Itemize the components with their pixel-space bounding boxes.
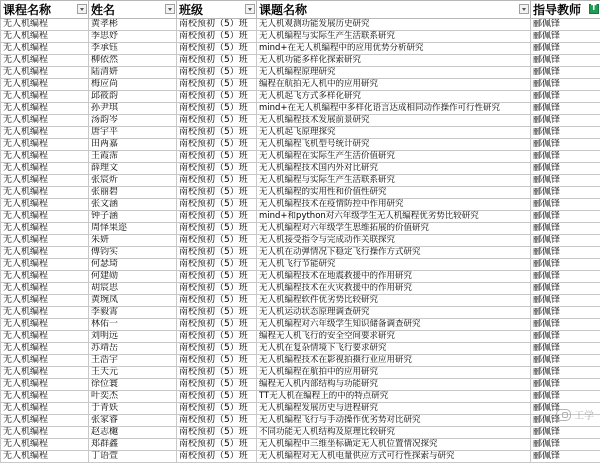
cell-topic[interactable]: 无人机编程对无人机电量供应方式可行性探索与研究 xyxy=(257,451,531,463)
cell-name[interactable]: 朱妍 xyxy=(89,235,177,247)
header-row xyxy=(1,1,600,19)
header-name-label: 姓名 xyxy=(91,3,115,17)
cell-name[interactable]: 张丽碧 xyxy=(89,187,177,199)
table-row xyxy=(1,139,600,151)
table-row xyxy=(1,367,600,379)
cell-teacher[interactable]: 郦佩锋 xyxy=(531,367,600,379)
cell-course[interactable]: 无人机编程 xyxy=(1,151,89,163)
cell-teacher[interactable]: 郦佩锋 xyxy=(531,127,600,139)
table-row xyxy=(1,451,600,463)
cell-class[interactable]: 南校预初（5）班 xyxy=(177,439,257,451)
cell-topic[interactable]: 无人机编程在实际生产生活价值研究 xyxy=(257,151,531,163)
cell-teacher[interactable]: 郦佩锋 xyxy=(531,175,600,187)
cell-topic[interactable]: 编程无人机飞行的安全空间要求研究 xyxy=(257,331,531,343)
table-row xyxy=(1,151,600,163)
cell-class[interactable]: 南校预初（5）班 xyxy=(177,343,257,355)
cell-class[interactable]: 南校预初（5）班 xyxy=(177,235,257,247)
header-class[interactable] xyxy=(177,1,257,19)
cell-name[interactable]: 黄琬凤 xyxy=(89,295,177,307)
table-row xyxy=(1,319,600,331)
cell-course[interactable]: 无人机编程 xyxy=(1,235,89,247)
cell-topic[interactable]: 无人机编程对六年级学生思维拓展的价值研究 xyxy=(257,223,531,235)
table-row xyxy=(1,91,600,103)
cell-course[interactable]: 无人机编程 xyxy=(1,439,89,451)
cell-topic[interactable]: 编程无人机内部结构与功能研究 xyxy=(257,379,531,391)
cell-name[interactable]: 丁语萱 xyxy=(89,451,177,463)
cell-topic[interactable]: 无人机飞行节能研究 xyxy=(257,259,531,271)
header-teacher-label: 指导教师 xyxy=(533,3,581,17)
table-row xyxy=(1,259,600,271)
cell-teacher[interactable]: 郦佩锋 xyxy=(531,187,600,199)
cell-topic[interactable]: 无人机编程技术发展前景研究 xyxy=(257,115,531,127)
cell-class[interactable]: 南校预初（5）班 xyxy=(177,175,257,187)
cell-course[interactable]: 无人机编程 xyxy=(1,343,89,355)
header-teacher[interactable] xyxy=(531,1,600,19)
cell-name[interactable]: 郑群鑫 xyxy=(89,439,177,451)
cell-course[interactable]: 无人机编程 xyxy=(1,127,89,139)
table-row xyxy=(1,19,600,31)
cell-course[interactable]: 无人机编程 xyxy=(1,31,89,43)
cell-name[interactable]: 田两嘉 xyxy=(89,139,177,151)
cell-topic[interactable]: 无人机编程飞机型号统计研究 xyxy=(257,139,531,151)
cell-teacher[interactable]: 郦佩锋 xyxy=(531,319,600,331)
cell-teacher[interactable]: 郦佩锋 xyxy=(531,31,600,43)
header-course[interactable] xyxy=(1,1,89,19)
cell-course[interactable]: 无人机编程 xyxy=(1,163,89,175)
cell-name[interactable]: 唐宇平 xyxy=(89,127,177,139)
cell-topic[interactable]: 无人机编程与实际生产生活联系研究 xyxy=(257,31,531,43)
cell-course[interactable]: 无人机编程 xyxy=(1,367,89,379)
cell-teacher[interactable]: 郦佩锋 xyxy=(531,139,600,151)
cell-teacher[interactable]: 郦佩锋 xyxy=(531,391,600,403)
filter-dropdown-icon[interactable] xyxy=(165,4,175,14)
cell-teacher[interactable]: 郦佩锋 xyxy=(531,355,600,367)
cell-name[interactable]: 于青妖 xyxy=(89,403,177,415)
cell-course[interactable]: 无人机编程 xyxy=(1,187,89,199)
cell-teacher[interactable]: 郦佩锋 xyxy=(531,439,600,451)
cell-class[interactable]: 南校预初（5）班 xyxy=(177,55,257,67)
cell-topic[interactable]: 无人机起飞原理探究 xyxy=(257,127,531,139)
filter-dropdown-icon[interactable] xyxy=(245,4,255,14)
cell-course[interactable]: 无人机编程 xyxy=(1,247,89,259)
cell-class[interactable]: 南校预初（5）班 xyxy=(177,67,257,79)
table-row xyxy=(1,211,600,223)
cell-topic[interactable]: 无人机编程原理研究 xyxy=(257,67,531,79)
table-row xyxy=(1,31,600,43)
cell-name[interactable]: 王天元 xyxy=(89,367,177,379)
table-row xyxy=(1,391,600,403)
table-row xyxy=(1,67,600,79)
table-body xyxy=(1,19,600,463)
cell-name[interactable]: 赵志樾 xyxy=(89,427,177,439)
cell-topic[interactable]: 无人机编程发展历史与进程研究 xyxy=(257,403,531,415)
cell-teacher[interactable]: 郦佩锋 xyxy=(531,247,600,259)
cell-class[interactable]: 南校预初（5）班 xyxy=(177,355,257,367)
cell-class[interactable]: 南校预初（5）班 xyxy=(177,223,257,235)
cell-class[interactable]: 南校预初（5）班 xyxy=(177,247,257,259)
cell-teacher[interactable]: 郦佩锋 xyxy=(531,43,600,55)
cell-course[interactable]: 无人机编程 xyxy=(1,391,89,403)
table-row xyxy=(1,355,600,367)
table-row xyxy=(1,415,600,427)
header-topic-label: 课题名称 xyxy=(259,3,307,17)
cell-course[interactable]: 无人机编程 xyxy=(1,319,89,331)
cell-course[interactable]: 无人机编程 xyxy=(1,175,89,187)
table-row xyxy=(1,187,600,199)
cell-name[interactable]: 黄孝彬 xyxy=(89,19,177,31)
cell-course[interactable]: 无人机编程 xyxy=(1,331,89,343)
cell-teacher[interactable]: 郦佩锋 xyxy=(531,91,600,103)
filter-dropdown-icon[interactable] xyxy=(77,4,87,14)
table-row xyxy=(1,199,600,211)
cell-teacher[interactable]: 郦佩锋 xyxy=(531,115,600,127)
watermark-text: 工学 xyxy=(574,407,594,422)
cell-name[interactable]: 何建勋 xyxy=(89,271,177,283)
cell-course[interactable]: 无人机编程 xyxy=(1,415,89,427)
table-row xyxy=(1,175,600,187)
cell-class[interactable]: 南校预初（5）班 xyxy=(177,31,257,43)
cell-teacher[interactable]: 郦佩锋 xyxy=(531,427,600,439)
cell-name[interactable]: 汤韵岑 xyxy=(89,115,177,127)
cell-course[interactable]: 无人机编程 xyxy=(1,295,89,307)
cell-topic[interactable]: mind+在无人机编程中多样化语言达成相同动作操作可行性研究 xyxy=(257,103,531,115)
cell-name[interactable]: 梅应尚 xyxy=(89,79,177,91)
cell-topic[interactable]: 无人机编程在航拍中的应用研究 xyxy=(257,367,531,379)
cell-topic[interactable]: 无人机功能多样化探索研究 xyxy=(257,55,531,67)
cell-class[interactable]: 南校预初（5）班 xyxy=(177,199,257,211)
table-row xyxy=(1,271,600,283)
cell-name[interactable]: 王浩宇 xyxy=(89,355,177,367)
cell-topic[interactable]: 编程在航拍无人机中的应用研究 xyxy=(257,79,531,91)
cell-class[interactable]: 南校预初（5）班 xyxy=(177,307,257,319)
cell-class[interactable]: 南校预初（5）班 xyxy=(177,367,257,379)
cell-teacher[interactable]: 郦佩锋 xyxy=(531,151,600,163)
table-row xyxy=(1,247,600,259)
cell-course[interactable]: 无人机编程 xyxy=(1,403,89,415)
cell-teacher[interactable]: 郦佩锋 xyxy=(531,103,600,115)
cell-topic[interactable]: 无人机编程中三维坐标确定无人机位置情况探究 xyxy=(257,439,531,451)
cell-course[interactable]: 无人机编程 xyxy=(1,43,89,55)
cell-class[interactable]: 南校预初（5）班 xyxy=(177,187,257,199)
cell-course[interactable]: 无人机编程 xyxy=(1,103,89,115)
cell-name[interactable]: 傅钧实 xyxy=(89,247,177,259)
cell-teacher[interactable]: 郦佩锋 xyxy=(531,379,600,391)
cell-name[interactable]: 张家睿 xyxy=(89,415,177,427)
cell-topic[interactable]: 无人机编程技术在影视拍摄行业应用研究 xyxy=(257,355,531,367)
filter-dropdown-icon[interactable] xyxy=(519,4,529,14)
table-row xyxy=(1,79,600,91)
filter-active-icon[interactable] xyxy=(589,4,599,14)
table-row xyxy=(1,295,600,307)
cell-name[interactable]: 张宸炘 xyxy=(89,175,177,187)
cell-name[interactable]: 李承钰 xyxy=(89,43,177,55)
cell-teacher[interactable]: 郦佩锋 xyxy=(531,307,600,319)
cell-course[interactable]: 无人机编程 xyxy=(1,55,89,67)
table-row xyxy=(1,223,600,235)
cell-class[interactable]: 南校预初（5）班 xyxy=(177,79,257,91)
cell-course[interactable]: 无人机编程 xyxy=(1,19,89,31)
cell-class[interactable]: 南校预初（5）班 xyxy=(177,403,257,415)
cell-name[interactable]: 王霞霈 xyxy=(89,151,177,163)
table-row xyxy=(1,403,600,415)
cell-teacher[interactable]: 郦佩锋 xyxy=(531,451,600,463)
cell-class[interactable]: 南校预初（5）班 xyxy=(177,163,257,175)
header-topic[interactable] xyxy=(257,1,531,19)
cell-class[interactable]: 南校预初（5）班 xyxy=(177,415,257,427)
cell-teacher[interactable]: 郦佩锋 xyxy=(531,235,600,247)
cell-course[interactable]: 无人机编程 xyxy=(1,115,89,127)
cell-teacher[interactable]: 郦佩锋 xyxy=(531,223,600,235)
cell-course[interactable]: 无人机编程 xyxy=(1,451,89,463)
table-row xyxy=(1,331,600,343)
cell-name[interactable]: 林佑一 xyxy=(89,319,177,331)
cell-course[interactable]: 无人机编程 xyxy=(1,199,89,211)
cell-course[interactable]: 无人机编程 xyxy=(1,379,89,391)
cell-teacher[interactable]: 郦佩锋 xyxy=(531,415,600,427)
cell-topic[interactable]: 无人机编程技术在疫情防控中作用研究 xyxy=(257,199,531,211)
cell-topic[interactable]: 无人机接受指令与完成动作关联探究 xyxy=(257,235,531,247)
cell-topic[interactable]: mind+和python对六年级学生无人机编程优劣势比较研究 xyxy=(257,211,531,223)
cell-class[interactable]: 南校预初（5）班 xyxy=(177,103,257,115)
table-row xyxy=(1,379,600,391)
cell-course[interactable]: 无人机编程 xyxy=(1,427,89,439)
cell-name[interactable]: 柳依然 xyxy=(89,55,177,67)
table-row xyxy=(1,235,600,247)
cell-class[interactable]: 南校预初（5）班 xyxy=(177,295,257,307)
cell-name[interactable]: 钟子涵 xyxy=(89,211,177,223)
cell-name[interactable]: 何瑟琦 xyxy=(89,259,177,271)
cell-class[interactable]: 南校预初（5）班 xyxy=(177,319,257,331)
cell-class[interactable]: 南校预初（5）班 xyxy=(177,259,257,271)
cell-teacher[interactable]: 郦佩锋 xyxy=(531,79,600,91)
cell-teacher[interactable]: 郦佩锋 xyxy=(531,331,600,343)
table-row xyxy=(1,55,600,67)
cell-course[interactable]: 无人机编程 xyxy=(1,211,89,223)
cell-name[interactable]: 孙尹琪 xyxy=(89,103,177,115)
header-class-label: 班级 xyxy=(179,3,203,17)
cell-course[interactable]: 无人机编程 xyxy=(1,259,89,271)
cell-name[interactable]: 刘明远 xyxy=(89,331,177,343)
header-name[interactable] xyxy=(89,1,177,19)
cell-name[interactable]: 李毅霄 xyxy=(89,307,177,319)
table-row xyxy=(1,343,600,355)
cell-topic[interactable]: 无人机编程与实际生产生活联系研究 xyxy=(257,175,531,187)
table-row xyxy=(1,439,600,451)
cell-class[interactable]: 南校预初（5）班 xyxy=(177,127,257,139)
cell-topic[interactable]: 无人机编程软件优劣势比较研究 xyxy=(257,295,531,307)
cell-class[interactable]: 南校预初（5）班 xyxy=(177,271,257,283)
cell-course[interactable]: 无人机编程 xyxy=(1,223,89,235)
cell-topic[interactable]: 无人机编程技术国内外对比研究 xyxy=(257,163,531,175)
cell-topic[interactable]: 不同功能无人机结构及原理比较研究 xyxy=(257,427,531,439)
cell-topic[interactable]: 无人机在动弹情况下稳定飞行操作方式研究 xyxy=(257,247,531,259)
cell-name[interactable]: 邱筱韵 xyxy=(89,91,177,103)
cell-teacher[interactable]: 郦佩锋 xyxy=(531,67,600,79)
cell-topic[interactable]: 无人机编程技术在火灾救援中的作用研究 xyxy=(257,283,531,295)
cell-topic[interactable]: TT无人机在编程上的中的特点研究 xyxy=(257,391,531,403)
cell-class[interactable]: 南校预初（5）班 xyxy=(177,19,257,31)
cell-class[interactable]: 南校预初（5）班 xyxy=(177,379,257,391)
cell-course[interactable]: 无人机编程 xyxy=(1,355,89,367)
cell-teacher[interactable]: 郦佩锋 xyxy=(531,283,600,295)
cell-teacher[interactable]: 郦佩锋 xyxy=(531,403,600,415)
table-row xyxy=(1,43,600,55)
cell-name[interactable]: 张文涵 xyxy=(89,199,177,211)
cell-class[interactable]: 南校预初（5）班 xyxy=(177,115,257,127)
table-row xyxy=(1,427,600,439)
cell-teacher[interactable]: 郦佩锋 xyxy=(531,163,600,175)
cell-class[interactable]: 南校预初（5）班 xyxy=(177,391,257,403)
cell-teacher[interactable]: 郦佩锋 xyxy=(531,211,600,223)
cell-class[interactable]: 南校预初（5）班 xyxy=(177,91,257,103)
cell-topic[interactable]: 无人机编程技术在地震救援中的作用研究 xyxy=(257,271,531,283)
cell-class[interactable]: 南校预初（5）班 xyxy=(177,139,257,151)
cell-topic[interactable]: 无人机观测功能发展历史研究 xyxy=(257,19,531,31)
cell-name[interactable]: 薛理文 xyxy=(89,163,177,175)
table-row xyxy=(1,103,600,115)
cell-topic[interactable]: 无人机编程的实用性和价值性研究 xyxy=(257,187,531,199)
cell-course[interactable]: 无人机编程 xyxy=(1,271,89,283)
cell-teacher[interactable]: 郦佩锋 xyxy=(531,343,600,355)
cell-teacher[interactable]: 郦佩锋 xyxy=(531,295,600,307)
cell-course[interactable]: 无人机编程 xyxy=(1,283,89,295)
cell-class[interactable]: 南校预初（5）班 xyxy=(177,151,257,163)
cell-class[interactable]: 南校预初（5）班 xyxy=(177,43,257,55)
cell-course[interactable]: 无人机编程 xyxy=(1,139,89,151)
cell-name[interactable]: 周怿果迩 xyxy=(89,223,177,235)
cell-course[interactable]: 无人机编程 xyxy=(1,307,89,319)
header-course-label: 课程名称 xyxy=(3,3,51,17)
cell-topic[interactable]: 无人机编程飞行与手动操作优劣势对比研究 xyxy=(257,415,531,427)
cell-class[interactable]: 南校预初（5）班 xyxy=(177,427,257,439)
cell-class[interactable]: 南校预初（5）班 xyxy=(177,451,257,463)
table-row xyxy=(1,283,600,295)
cell-teacher[interactable]: 郦佩锋 xyxy=(531,19,600,31)
cell-teacher[interactable]: 郦佩锋 xyxy=(531,259,600,271)
cell-topic[interactable]: 无人机编程对六年级学生知识储备调查研究 xyxy=(257,319,531,331)
cell-course[interactable]: 无人机编程 xyxy=(1,91,89,103)
cell-teacher[interactable]: 郦佩锋 xyxy=(531,199,600,211)
cell-topic[interactable]: mind+在无人机编程中的应用优势分析研究 xyxy=(257,43,531,55)
cell-topic[interactable]: 无人机起飞方式多样化研究 xyxy=(257,91,531,103)
cell-topic[interactable]: 无人机运动状态原理调查研究 xyxy=(257,307,531,319)
cell-class[interactable]: 南校预初（5）班 xyxy=(177,211,257,223)
cell-name[interactable]: 叶奕杰 xyxy=(89,391,177,403)
cell-name[interactable]: 苏靖岳 xyxy=(89,343,177,355)
cell-name[interactable]: 徐位寰 xyxy=(89,379,177,391)
cell-teacher[interactable]: 郦佩锋 xyxy=(531,55,600,67)
cell-name[interactable]: 季思妤 xyxy=(89,31,177,43)
cell-course[interactable]: 无人机编程 xyxy=(1,79,89,91)
table-row xyxy=(1,163,600,175)
table-row xyxy=(1,115,600,127)
cell-class[interactable]: 南校预初（5）班 xyxy=(177,331,257,343)
table-row xyxy=(1,307,600,319)
cell-teacher[interactable]: 郦佩锋 xyxy=(531,271,600,283)
cell-name[interactable]: 胡宸思 xyxy=(89,283,177,295)
cell-class[interactable]: 南校预初（5）班 xyxy=(177,283,257,295)
cell-topic[interactable]: 无人机在复杂情境下飞行要求研究 xyxy=(257,343,531,355)
cell-course[interactable]: 无人机编程 xyxy=(1,67,89,79)
table-row xyxy=(1,127,600,139)
cell-name[interactable]: 陆清妍 xyxy=(89,67,177,79)
